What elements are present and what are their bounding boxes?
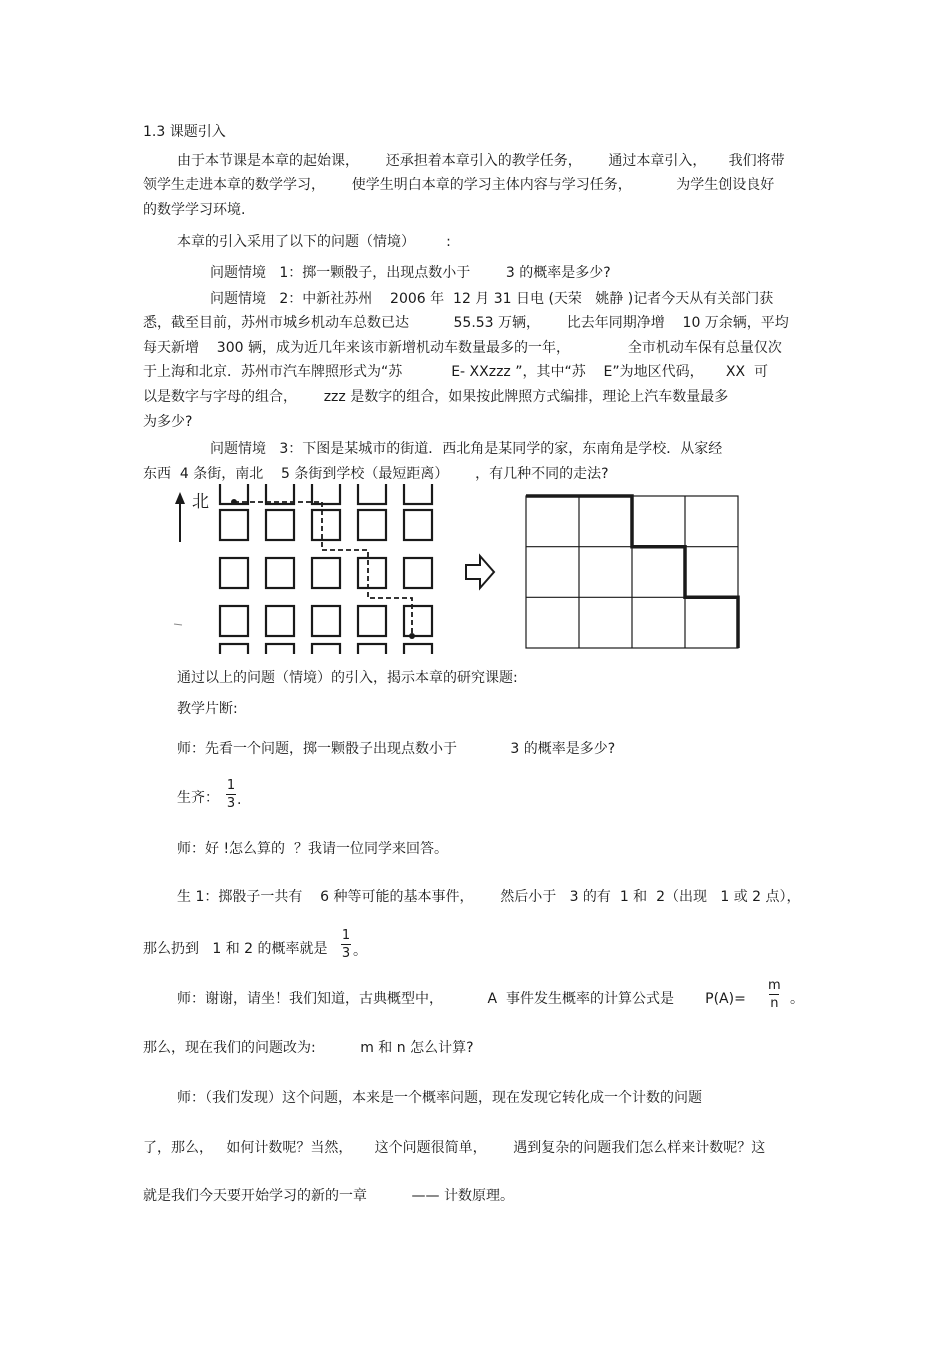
fraction-denominator: 3 <box>341 946 351 961</box>
city-block <box>266 484 294 504</box>
paragraph-1-line-1: 由于本节课是本章的起始课， 还承担着本章引入的教学任务， 通过本章引入， 我们将带 <box>177 153 785 169</box>
city-block <box>312 606 340 636</box>
problem-2-line-3: 每天新增 300 辆，成为近几年来该市新增机动车数量最多的一年， 全市机动车保有总量仅次 <box>143 340 782 356</box>
fraction-bar <box>226 794 236 795</box>
stray-mark <box>174 624 182 625</box>
city-block <box>220 558 248 588</box>
reveal-line: 通过以上的问题（情境）的引入，揭示本章的研究课题: <box>177 670 518 686</box>
section-title: 1.3 课题引入 <box>143 124 226 140</box>
city-block <box>312 510 340 540</box>
teacher-line-3b: 那么，现在我们的问题改为: m 和 n 怎么计算? <box>143 1040 474 1056</box>
school-dot <box>409 633 415 639</box>
city-block <box>404 484 432 504</box>
home-dot <box>231 499 237 505</box>
fraction-bar <box>341 944 351 945</box>
teacher-line-4b: 了，那么， 如何计数呢？当然， 这个问题很简单， 遇到复杂的问题我们怎么样来计数呢？这 <box>143 1140 766 1156</box>
teacher-line-2: 师：好 !怎么算的 ？我请一位同学来回答。 <box>177 841 448 857</box>
city-block <box>312 644 340 654</box>
formula-numerator: m <box>768 978 781 993</box>
city-block <box>404 510 432 540</box>
student-1-line-2: 那么扔到 1 和 2 的概率就是 <box>143 941 328 957</box>
problem-2-line-2: 悉，截至目前，苏州市城乡机动车总数已达 55.53 万辆， 比去年同期净增 10 万余辆，平均 <box>143 315 789 331</box>
formula-bar <box>769 994 779 995</box>
street-map-figure <box>170 484 440 654</box>
city-block <box>266 606 294 636</box>
paragraph-1-line-3: 的数学学习环境. <box>143 202 246 218</box>
students-answer-prefix: 生齐： <box>177 790 219 806</box>
city-block <box>358 484 386 504</box>
city-block <box>266 644 294 654</box>
city-block <box>220 606 248 636</box>
teacher-line-4c: 就是我们今天要开始学习的新的一章 —— 计数原理。 <box>143 1188 514 1204</box>
paragraph-1-line-2: 领学生走进本章的数学学习， 使学生明白本章的学习主体内容与学习任务， 为学生创设良好 <box>143 177 775 193</box>
city-block <box>358 510 386 540</box>
problem-2-line-4: 于上海和北京．苏州市汽车牌照形式为“苏 E- XXzzz ”，其中“苏 E”为地区代码， XX 可 <box>143 364 768 380</box>
teacher-line-3: 师：谢谢，请坐！我们知道，古典概型中， A 事件发生概率的计算公式是 P(A)= <box>177 991 746 1007</box>
city-block <box>266 558 294 588</box>
formula-fraction <box>768 979 781 1010</box>
teacher-line-3-suffix: 。 <box>790 991 804 1007</box>
city-block <box>404 644 432 654</box>
city-block <box>358 558 386 588</box>
problem-1: 问题情境 1：掷一颗骰子，出现点数小于 3 的概率是多少? <box>210 265 611 281</box>
fraction-numerator: 1 <box>226 778 236 793</box>
north-label: 北 <box>192 492 209 512</box>
city-block <box>404 606 432 636</box>
city-block <box>266 510 294 540</box>
city-block <box>220 510 248 540</box>
fraction-one-third <box>226 779 236 810</box>
fraction-denominator: 3 <box>226 796 236 811</box>
problem-2-line-5: 以是数字与字母的组合， zzz 是数字的组合，如果按此牌照方式编排，理论上汽车数量最多 <box>143 389 729 405</box>
city-block <box>312 484 340 504</box>
north-arrow-head <box>175 492 185 504</box>
formula-denominator: n <box>770 996 779 1011</box>
fraction-one-third-2 <box>341 929 351 960</box>
problem-3-line-1: 问题情境 3：下图是某城市的街道．西北角是某同学的家，东南角是学校．从家经 <box>210 441 723 457</box>
teacher-line-4a: 师：（我们发现）这个问题，本来是一个概率问题，现在发现它转化成一个计数的问题 <box>177 1090 702 1106</box>
city-block <box>358 606 386 636</box>
students-answer-suffix: . <box>237 792 242 808</box>
city-block <box>358 644 386 654</box>
fraction-numerator: 1 <box>341 928 351 943</box>
student-1-line-1: 生 1：掷骰子一共有 6 种等可能的基本事件， 然后小于 3 的有 1 和 2（出现 1 或 2 点）， <box>177 889 801 905</box>
grid-path-figure <box>522 492 742 652</box>
problem-2-line-6: 为多少? <box>143 414 193 430</box>
city-block <box>312 558 340 588</box>
transform-arrow-icon <box>464 552 496 592</box>
city-block <box>404 558 432 588</box>
intro-line: 本章的引入采用了以下的问题（情境） : <box>177 234 451 250</box>
problem-3-line-2: 东西 4 条街，南北 5 条街到学校（最短距离） ，有几种不同的走法? <box>143 466 609 482</box>
teaching-label: 教学片断: <box>177 701 238 717</box>
city-block <box>220 644 248 654</box>
problem-2-line-1: 问题情境 2：中新社苏州 2006 年 12 月 31 日电 (天荣 姚静 )记者今天从有关部门获 <box>210 291 774 307</box>
teacher-line-1: 师：先看一个问题，掷一颗骰子出现点数小于 3 的概率是多少? <box>177 741 616 757</box>
student-1-line-2-suffix: 。 <box>353 943 367 959</box>
